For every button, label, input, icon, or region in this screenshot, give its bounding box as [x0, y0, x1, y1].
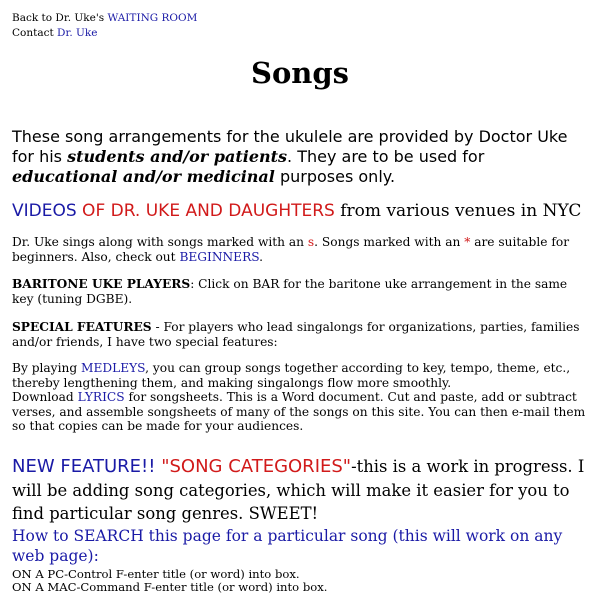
star-mark: * [464, 235, 471, 249]
intro-text-2: . They are to be used for [287, 147, 485, 166]
sings-text-3: are suitable for beginners. Also, check out [12, 235, 570, 264]
new-feature-text: -this is a work in progress. I will be adding song categories, which will make it easier for you to find particular song genres. SWEET! [12, 457, 585, 523]
medleys-lyrics-paragraph [12, 361, 592, 434]
new-feature-paragraph [12, 455, 592, 526]
medleys-link[interactable]: MEDLEYS [81, 361, 146, 375]
search-heading: How to SEARCH this page for a particular song (this will work on any web page): [12, 527, 563, 565]
top-nav [12, 11, 197, 41]
videos-line [12, 200, 581, 222]
medleys-text-2: , you can group songs together according to key, tempo, theme, etc., thereby lengthening them, and making singalongs flow more smoothly. [12, 361, 571, 390]
baritone-paragraph [12, 277, 592, 306]
intro-paragraph [12, 127, 592, 187]
s-mark: s [307, 235, 315, 249]
intro-text-1: These song arrangements for the ukulele are provided by Doctor Uke for his [12, 127, 568, 166]
how-to-list [12, 568, 592, 594]
intro-emphasis-2: educational and/or medicinal [12, 167, 275, 186]
back-nav-line [12, 11, 197, 26]
medleys-line [12, 361, 592, 390]
song-categories-link[interactable]: "SONG CATEGORIES" [155, 456, 352, 477]
new-feature-link[interactable]: NEW FEATURE!! [12, 456, 156, 477]
lyrics-text-1: Download [12, 390, 78, 404]
special-features-text: - For players who lead singalongs for organizations, parties, families and/or friends, I have two special features: [12, 320, 580, 349]
sings-along-paragraph [12, 235, 592, 264]
lyrics-line [12, 390, 592, 434]
contact-nav-line [12, 26, 197, 41]
special-features-label: SPECIAL FEATURES [12, 320, 152, 334]
intro-emphasis-1: students and/or patients [67, 147, 288, 166]
back-prefix: Back to Dr. Uke's [12, 12, 108, 24]
lyrics-text-2: for songsheets. This is a Word document. Cut and paste, add or subtract verses, and assemble songsheets of many of the songs on this site. You can then e-mail them so that copies can be made for your audiences. [12, 390, 586, 433]
page-title: Songs [251, 56, 349, 90]
how-to-pc: ON A PC-Control F-enter title (or word) into box. [12, 567, 300, 581]
baritone-label: BARITONE UKE PLAYERS [12, 277, 191, 291]
videos-suffix: from various venues in NYC [334, 201, 582, 221]
sings-text-2: . Songs marked with an [314, 235, 465, 249]
sings-text-4: . [259, 249, 264, 264]
medleys-text-1: By playing [12, 361, 81, 375]
intro-text-3: purposes only. [274, 167, 396, 186]
contact-prefix: Contact [12, 27, 58, 39]
waiting-room-link[interactable]: WAITING ROOM [107, 12, 198, 24]
videos-red-text: OF DR. UKE AND DAUGHTERS [76, 201, 335, 221]
videos-link[interactable]: VIDEOS [12, 201, 77, 221]
baritone-text: : Click on BAR for the baritone uke arrangement in the same key (tuning DGBE). [12, 277, 568, 306]
special-features-paragraph [12, 320, 592, 349]
sings-text-1: Dr. Uke sings along with songs marked with an [12, 235, 308, 249]
how-to-mac: ON A MAC-Command F-enter title (or word) into box. [12, 580, 328, 594]
contact-dr-uke-link[interactable]: Dr. Uke [57, 27, 98, 39]
beginners-link[interactable]: BEGINNERS [179, 249, 260, 264]
lyrics-link[interactable]: LYRICS [77, 390, 125, 404]
